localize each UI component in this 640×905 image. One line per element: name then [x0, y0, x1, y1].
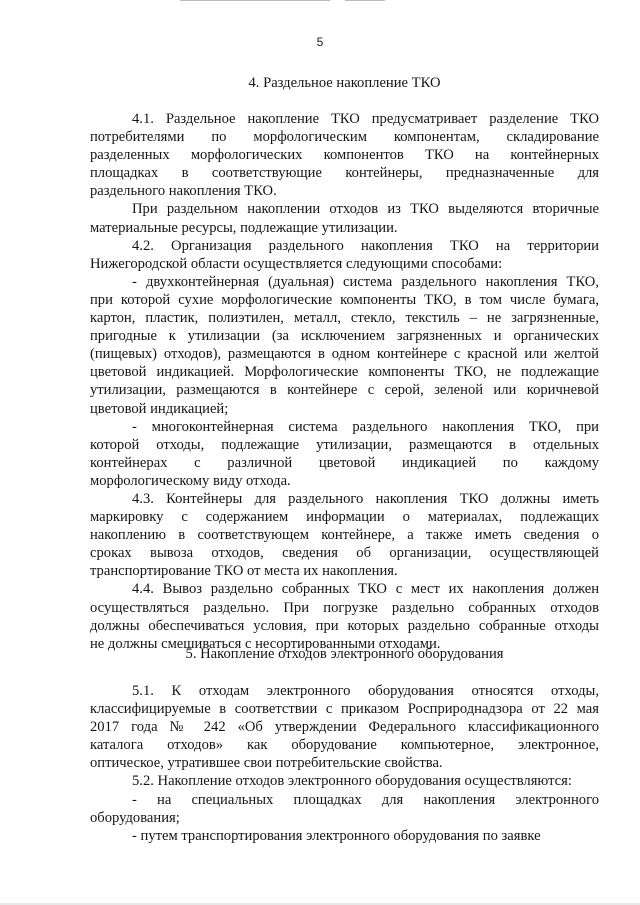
text-line: контейнерах с различной цветовой индикацией по каждому	[90, 454, 599, 471]
text-line: картон, пластик, полиэтилен, металл, стекло, текстиль – не загрязненные,	[90, 310, 599, 327]
text-line: при которой сухие морфологические компоненты ТКО, в том числе бумага,	[90, 291, 599, 308]
text-line: (пищевых) отходов), размещаются в одном контейнере с красной или желтой	[90, 346, 599, 363]
text-line: 4.2. Организация раздельного накопления ТКО на территории	[132, 237, 599, 254]
text-line: классифицируемые в соответствии с приказом Росприроднадзора от 22 мая	[90, 701, 599, 718]
text-line: маркировку с содержанием информации о материалах, подлежащих	[90, 509, 599, 526]
text-line: 4.1. Раздельное накопление ТКО предусматривает разделение ТКО	[132, 111, 599, 127]
text-line: накоплению в соответствующем контейнере, а также иметь сведения о	[90, 527, 599, 544]
text-line: осуществляться раздельно. При погрузке раздельно собранных отходов	[90, 599, 599, 616]
text-line: При раздельном накоплении отходов из ТКО выделяются вторичные	[132, 201, 599, 218]
text-line: которой отходы, подлежащие утилизации, размещаются в отдельных	[90, 436, 599, 453]
section-5-body	[90, 682, 599, 845]
text-line: оборудования;	[90, 809, 180, 826]
text-line: 5.2. Накопление отходов электронного оборудования осуществляются:	[132, 773, 572, 790]
text-line: разделенных морфологических компонентов ТКО на контейнерных	[90, 147, 599, 164]
text-line: каталога отходов» как оборудование компьютерное, электронное,	[90, 737, 599, 754]
text-line: раздельного накопления ТКО.	[90, 183, 277, 200]
section-5-heading: 5. Накопление отходов электронного оборудования	[185, 646, 504, 662]
scan-top-edge	[0, 0, 640, 3]
text-line: 4.3. Контейнеры для раздельного накопления ТКО должны иметь	[132, 490, 599, 507]
text-line: должны обеспечиваться условия, при которых раздельно собранные отходы	[90, 617, 599, 634]
page-number: 5	[316, 35, 324, 49]
section-4-body	[90, 110, 599, 653]
text-line: потребителями по морфологическим компонентам, складирование	[90, 129, 599, 146]
text-line: 4.4. Вывоз раздельно собранных ТКО с мест их накопления должен	[132, 581, 599, 598]
text-line: материальные ресурсы, подлежащие утилизации.	[90, 219, 398, 236]
text-line: морфологическому виду отхода.	[90, 472, 291, 489]
text-line: оптическое, утратившее свои потребительские свойства.	[90, 755, 443, 772]
text-line: Нижегородской области осуществляется следующими способами:	[90, 255, 503, 272]
text-line: 2017 года № 242 «Об утверждении Федерального классификационного	[90, 719, 599, 736]
text-line: цветовой индикацией. Морфологические компоненты ТКО, не подлежащие	[90, 364, 599, 381]
text-line: площадках в соответствующие контейнеры, предназначенные для	[90, 165, 599, 182]
text-line: пригодные к утилизации (за исключением загрязненных и органических	[90, 328, 599, 345]
text-line: - на специальных площадках для накопления электронного	[132, 791, 599, 808]
text-line: 5.1. К отходам электронного оборудования относятся отходы,	[132, 683, 599, 699]
section-4-heading: 4. Раздельное накопление ТКО	[248, 75, 441, 91]
text-line: не должны смешиваться с несортированными отходами.	[90, 635, 441, 652]
text-line: утилизации, размещаются в контейнере с серой, зеленой или коричневой	[90, 382, 599, 399]
text-line: цветовой индикацией;	[90, 400, 229, 417]
text-line: сроках вывоза отходов, сведения об организации, осуществляющей	[90, 545, 599, 562]
text-line: - многоконтейнерная система раздельного накопления ТКО, при	[132, 418, 599, 435]
text-line: транспортирование ТКО от места их накопления.	[90, 563, 398, 580]
text-line: - путем транспортирования электронного оборудования по заявке	[132, 827, 541, 844]
text-line: - двухконтейнерная (дуальная) система раздельного накопления ТКО,	[132, 273, 599, 290]
